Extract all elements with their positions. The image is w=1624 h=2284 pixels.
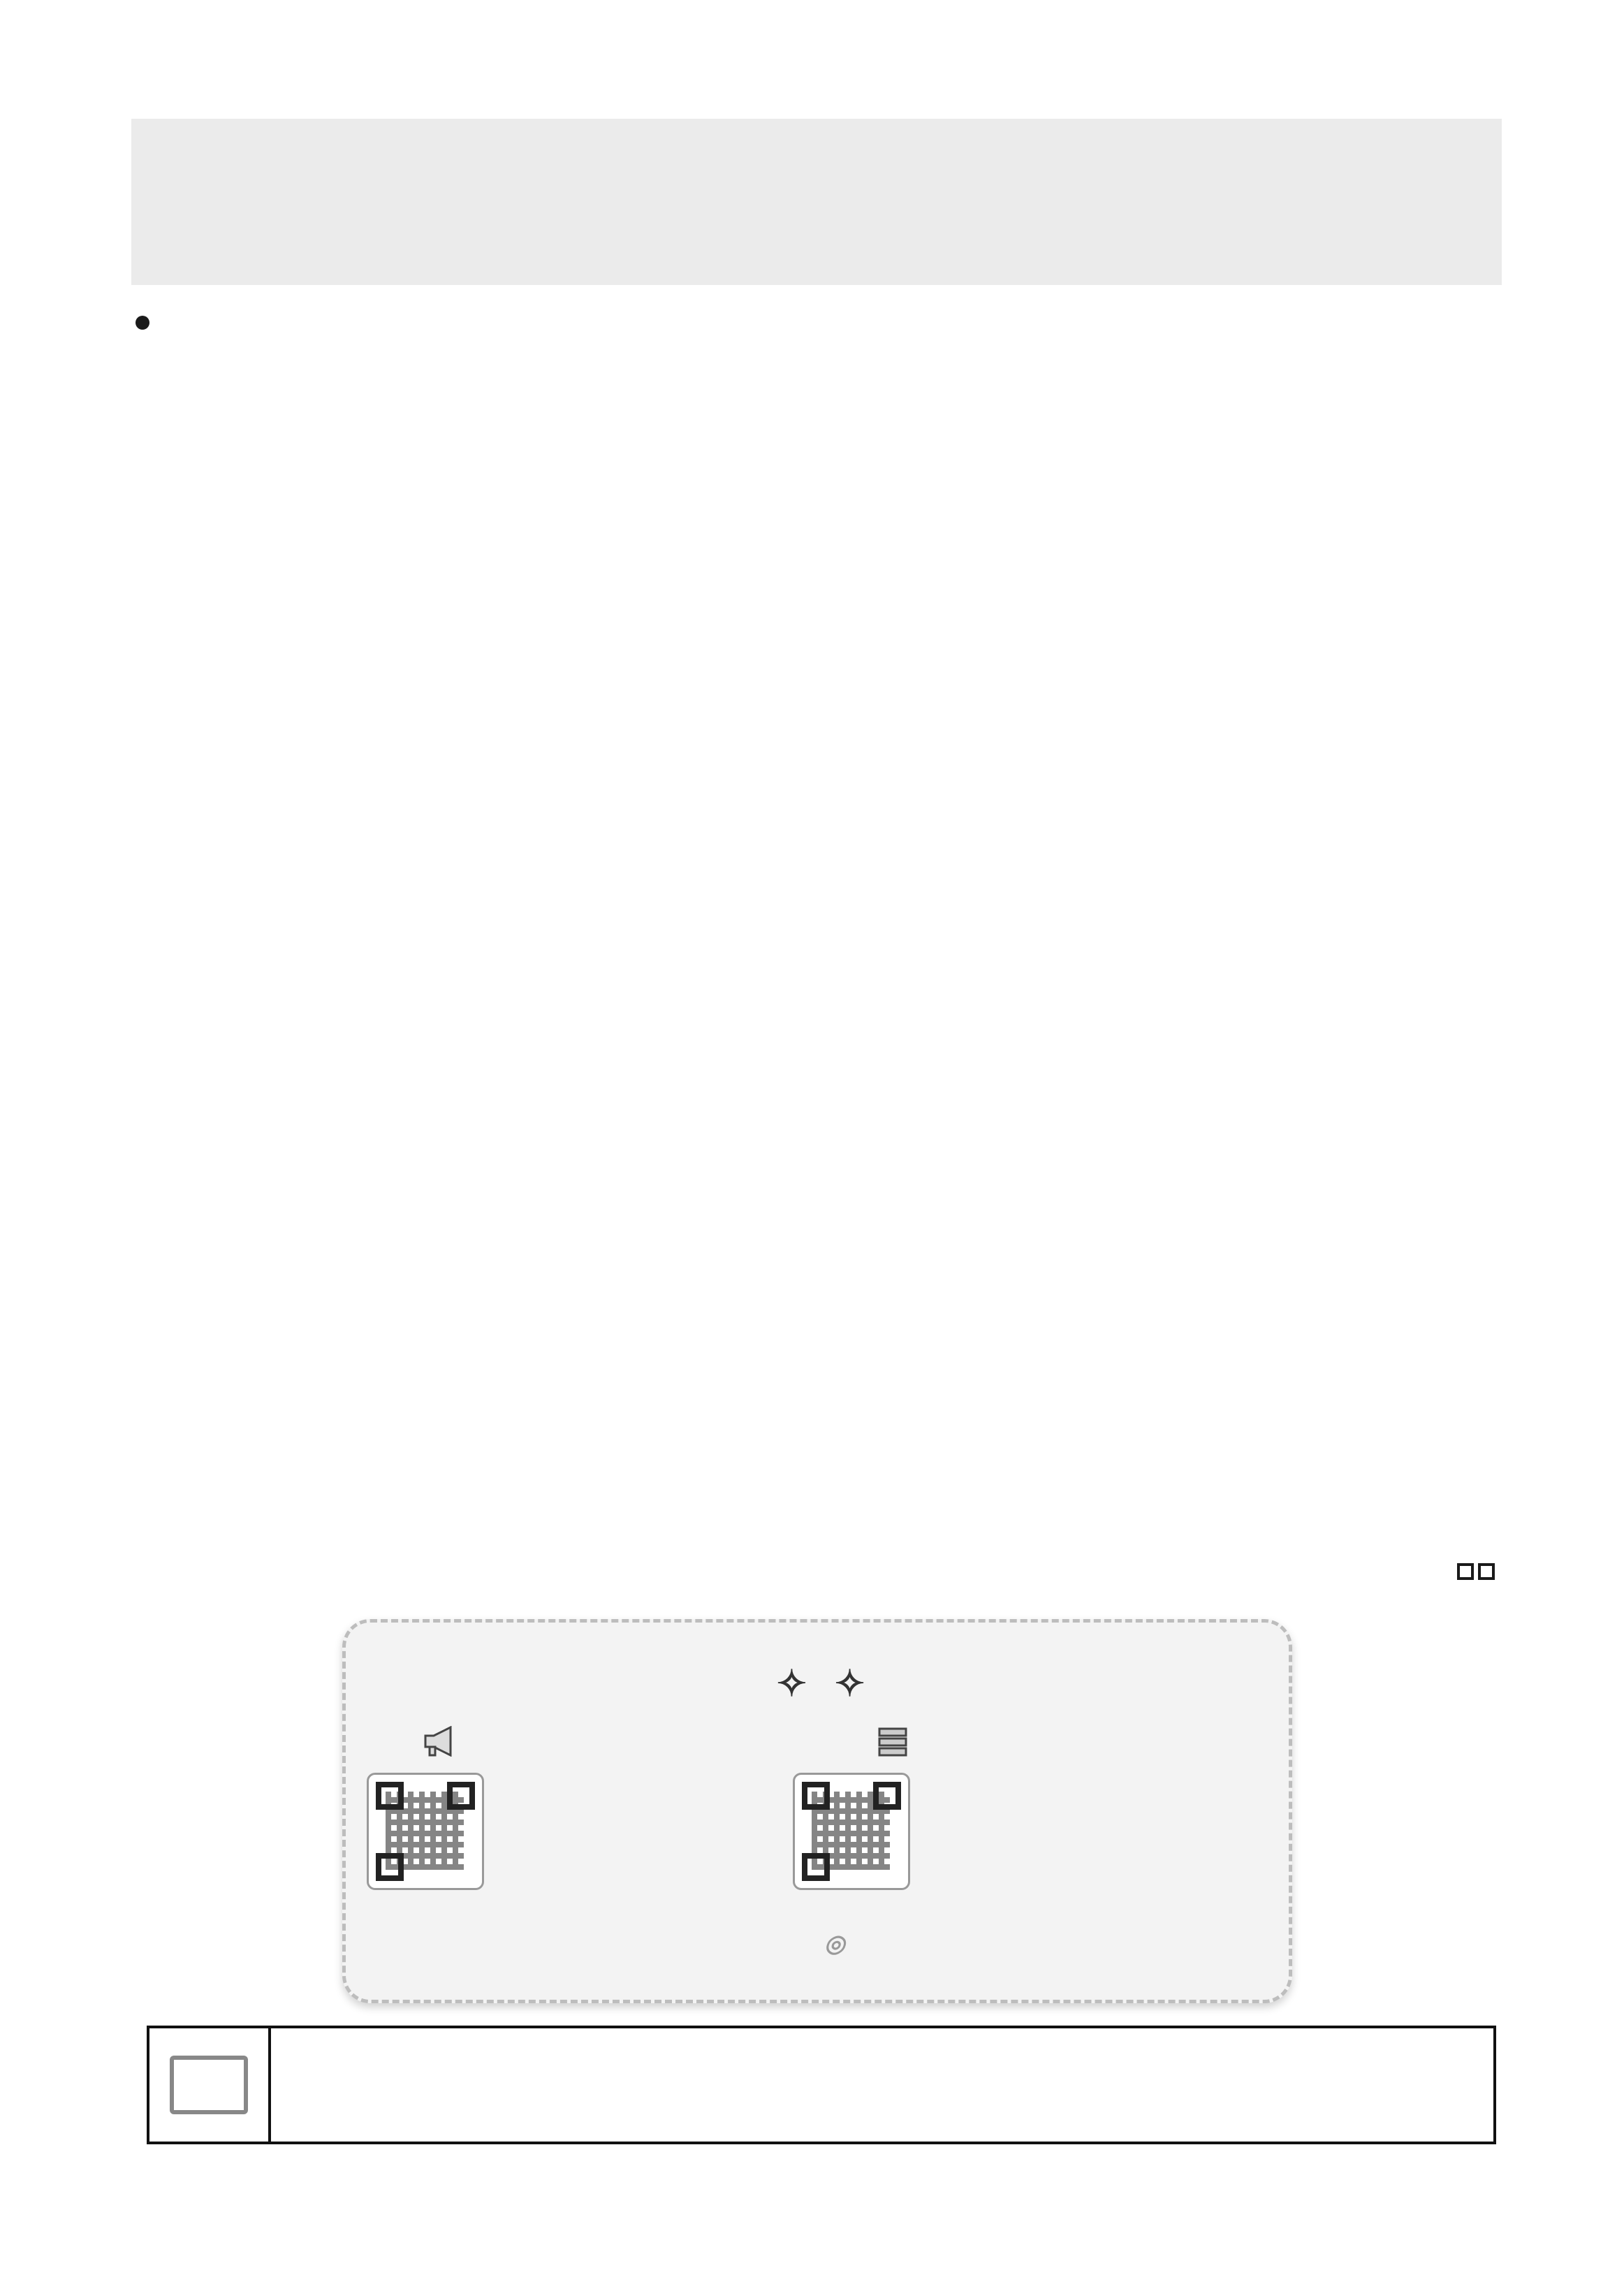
cbse-updates-title <box>423 1726 473 1757</box>
promo-footer <box>451 1930 1219 1958</box>
square-icon <box>1478 1563 1495 1580</box>
megaphone-icon <box>423 1726 462 1757</box>
ai-logo-icon <box>170 2056 248 2114</box>
ai-logo-cell <box>149 2028 271 2142</box>
end-marks <box>1457 1563 1495 1580</box>
promo-headline <box>388 1663 1254 1705</box>
title-band <box>131 119 1502 285</box>
highly-likely-questions-box <box>147 2026 1496 2144</box>
updates-promo-box <box>342 1619 1292 2003</box>
recent-improvements-title <box>877 1726 920 1758</box>
syllabus-row[interactable] <box>133 302 1502 344</box>
qr-code-cbse-updates[interactable] <box>367 1773 484 1890</box>
qr-code-recent-improvements[interactable] <box>793 1773 910 1890</box>
books-icon <box>877 1726 909 1758</box>
bullet-icon <box>136 316 149 330</box>
target-icon: ◎ <box>824 1931 845 1957</box>
square-icon <box>1457 1563 1474 1580</box>
sparkle-icon: ✧ <box>834 1664 865 1704</box>
sparkle-icon: ✧ <box>776 1664 807 1704</box>
